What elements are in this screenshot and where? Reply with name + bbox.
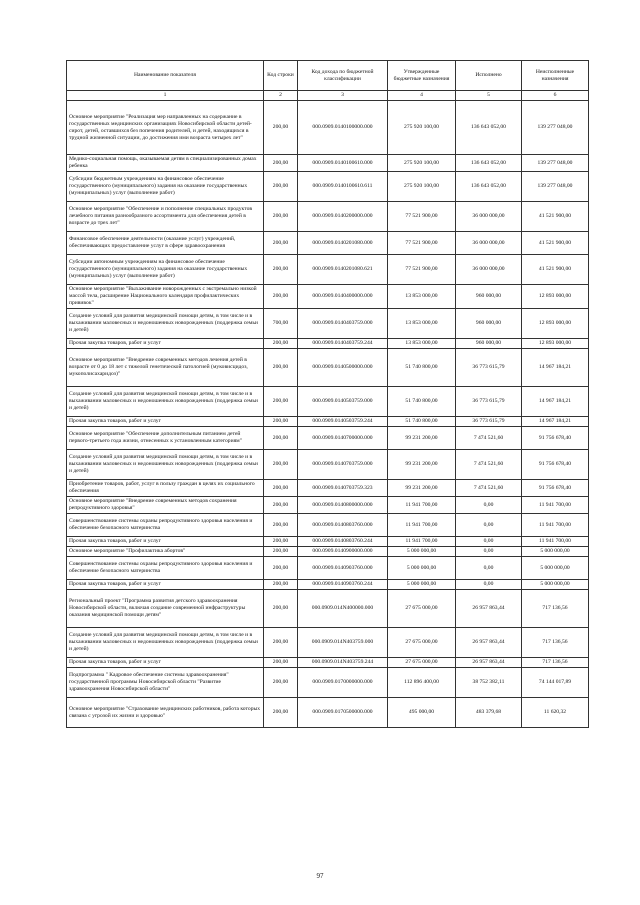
table-row	[67, 547, 589, 557]
row-name: Основное мероприятие "Обеспечение и пополнение специальных продуктов лечебного питания разнообразного ассортимента для обеспечения детей в возрасте до трех лет"	[67, 202, 264, 232]
header-executed: Исполнено	[456, 61, 522, 91]
row-executed: 136 643 052,00	[456, 155, 522, 172]
row-unexecuted: 717 136,56	[522, 628, 589, 658]
row-executed: 136 643 052,00	[456, 101, 522, 155]
row-code: 200,00	[264, 232, 298, 255]
row-unexecuted: 139 277 048,00	[522, 101, 589, 155]
row-code: 200,00	[264, 580, 298, 590]
row-approved: 495 000,00	[388, 698, 456, 728]
row-executed: 26 957 863,44	[456, 658, 522, 668]
col-number: 3	[298, 91, 388, 101]
row-code: 200,00	[264, 698, 298, 728]
table-row	[67, 580, 589, 590]
col-number: 1	[67, 91, 264, 101]
row-unexecuted: 91 756 678,40	[522, 480, 589, 497]
row-name: Субсидии автономным учреждениям на финансовое обеспечение государственного (муниципального) задания на оказание государственных (муниципальных) услуг (выполнение работ)	[67, 255, 264, 285]
row-name: Прочая закупка товаров, работ и услуг	[67, 658, 264, 668]
column-number-row	[67, 91, 589, 101]
row-unexecuted: 12 893 000,00	[522, 309, 589, 339]
table-row	[67, 101, 589, 155]
report-sheet	[66, 60, 588, 728]
row-code: 200,00	[264, 417, 298, 427]
row-approved: 51 740 800,00	[388, 387, 456, 417]
row-kbk: 000.0909.0140100610.611	[298, 172, 388, 202]
row-approved: 5 000 000,00	[388, 580, 456, 590]
row-kbk: 000.0909.0170500000.000	[298, 698, 388, 728]
row-code: 200,00	[264, 480, 298, 497]
row-executed: 0,00	[456, 537, 522, 547]
row-code: 200,00	[264, 285, 298, 309]
table-row	[67, 658, 589, 668]
table-row	[67, 309, 589, 339]
row-unexecuted: 11 941 700,00	[522, 514, 589, 537]
row-code: 700,00	[264, 309, 298, 339]
row-approved: 11 941 700,00	[388, 537, 456, 547]
row-kbk: 000.0909.0140100000.000	[298, 101, 388, 155]
row-kbk: 000.0909.0140703759.323	[298, 480, 388, 497]
table-body	[67, 101, 589, 728]
row-executed: 483 379,68	[456, 698, 522, 728]
row-unexecuted: 14 967 184,21	[522, 387, 589, 417]
row-code: 200,00	[264, 497, 298, 514]
row-kbk: 000.0909.0140700000.000	[298, 427, 388, 450]
row-approved: 99 231 200,00	[388, 427, 456, 450]
header-kbk: Код дохода по бюджетной классификации	[298, 61, 388, 91]
row-executed: 0,00	[456, 580, 522, 590]
row-executed: 36 773 615,79	[456, 417, 522, 427]
row-name: Основное мероприятие "Выхаживание новорожденных с экстремально низкой массой тела, расширение Национального календаря профилактических прививок"	[67, 285, 264, 309]
header-code: Код строки	[264, 61, 298, 91]
table-row	[67, 232, 589, 255]
row-kbk: 000.0909.0140803760.244	[298, 537, 388, 547]
row-unexecuted: 139 277 048,00	[522, 172, 589, 202]
row-code: 200,00	[264, 202, 298, 232]
row-kbk: 000.0909.014N400000.000	[298, 590, 388, 628]
row-name: Прочая закупка товаров, работ и услуг	[67, 417, 264, 427]
row-kbk: 000.0909.0140903760.244	[298, 580, 388, 590]
row-kbk: 000.0909.0140900000.000	[298, 547, 388, 557]
row-name: Создание условий для развития медицинской помощи детям, в том числе и в выхаживании маловесных и недоношенных новорожденных (поддержка семьи и детей)	[67, 309, 264, 339]
row-executed: 36 000 000,00	[456, 202, 522, 232]
table-row	[67, 514, 589, 537]
row-kbk: 000.0909.0140903760.000	[298, 557, 388, 580]
row-executed: 960 000,00	[456, 339, 522, 349]
row-name: Прочая закупка товаров, работ и услуг	[67, 339, 264, 349]
row-kbk: 000.0909.0140403759.244	[298, 339, 388, 349]
row-unexecuted: 74 144 017,89	[522, 668, 589, 698]
row-executed: 38 752 382,11	[456, 668, 522, 698]
row-code: 200,00	[264, 349, 298, 387]
row-approved: 275 920 100,00	[388, 155, 456, 172]
row-approved: 27 675 000,00	[388, 658, 456, 668]
table-row	[67, 427, 589, 450]
row-code: 200,00	[264, 155, 298, 172]
row-name: Подпрограмма " Кадровое обеспечение системы здравоохранения" государственной программы Новосибирской области "Развитие здравоохранения Новосибирской области"	[67, 668, 264, 698]
row-approved: 77 521 900,00	[388, 202, 456, 232]
row-code: 200,00	[264, 547, 298, 557]
col-number: 2	[264, 91, 298, 101]
row-unexecuted: 12 893 000,00	[522, 339, 589, 349]
row-unexecuted: 717 136,56	[522, 590, 589, 628]
row-code: 200,00	[264, 628, 298, 658]
row-approved: 51 740 800,00	[388, 417, 456, 427]
row-executed: 36 773 615,79	[456, 349, 522, 387]
row-code: 200,00	[264, 387, 298, 417]
row-approved: 27 675 000,00	[388, 590, 456, 628]
row-unexecuted: 5 000 000,00	[522, 547, 589, 557]
row-kbk: 000.0909.0140400000.000	[298, 285, 388, 309]
row-kbk: 000.0909.0140201080.621	[298, 255, 388, 285]
col-number: 4	[388, 91, 456, 101]
row-executed: 36 773 615,79	[456, 387, 522, 417]
row-unexecuted: 14 967 184,21	[522, 349, 589, 387]
row-kbk: 000.0909.0140200000.000	[298, 202, 388, 232]
row-name: Региональный проект "Программа развития детского здравоохранения Новосибирской области, включая создание современной инфраструктуры оказания медицинской помощи детям"	[67, 590, 264, 628]
row-approved: 112 896 400,00	[388, 668, 456, 698]
row-name: Основное мероприятие "Внедрение современных методов сохранения репродуктивного здоровья"	[67, 497, 264, 514]
row-unexecuted: 139 277 048,00	[522, 155, 589, 172]
table-row	[67, 480, 589, 497]
budget-execution-table	[66, 60, 589, 728]
row-code: 200,00	[264, 172, 298, 202]
row-kbk: 000.0909.0140503759.244	[298, 417, 388, 427]
table-row	[67, 497, 589, 514]
table-row	[67, 155, 589, 172]
row-kbk: 000.0909.0140803760.000	[298, 514, 388, 537]
row-executed: 26 957 863,44	[456, 628, 522, 658]
row-name: Создание условий для развития медицинской помощи детям, в том числе и в выхаживании маловесных и недоношенных новорожденных (поддержка семьи и детей)	[67, 387, 264, 417]
row-kbk: 000.0909.0140201080.000	[298, 232, 388, 255]
row-kbk: 000.0909.0140503759.000	[298, 387, 388, 417]
row-code: 200,00	[264, 255, 298, 285]
row-name: Основное мероприятие "Профилактика абортов"	[67, 547, 264, 557]
row-approved: 13 853 000,00	[388, 339, 456, 349]
row-name: Прочая закупка товаров, работ и услуг	[67, 537, 264, 547]
row-executed: 136 643 052,00	[456, 172, 522, 202]
row-unexecuted: 41 521 900,00	[522, 202, 589, 232]
row-name: Создание условий для развития медицинской помощи детям, в том числе и в выхаживании маловесных и недоношенных новорожденных (поддержка семьи и детей)	[67, 450, 264, 480]
row-executed: 0,00	[456, 557, 522, 580]
table-row	[67, 349, 589, 387]
col-number: 6	[522, 91, 589, 101]
table-row	[67, 255, 589, 285]
row-approved: 27 675 000,00	[388, 628, 456, 658]
row-executed: 960 000,00	[456, 285, 522, 309]
row-approved: 51 740 800,00	[388, 349, 456, 387]
table-row	[67, 590, 589, 628]
row-name: Медико-социальная помощь, оказываемая детям в специализированных домах ребенка	[67, 155, 264, 172]
row-approved: 11 941 700,00	[388, 514, 456, 537]
row-unexecuted: 5 000 000,00	[522, 557, 589, 580]
row-approved: 13 853 000,00	[388, 309, 456, 339]
row-name: Основное мероприятие "Страхование медицинских работников, работа которых связана с угрозой их жизни и здоровью"	[67, 698, 264, 728]
row-code: 200,00	[264, 557, 298, 580]
row-approved: 13 853 000,00	[388, 285, 456, 309]
row-executed: 0,00	[456, 514, 522, 537]
row-name: Приобретение товаров, работ, услуг в пользу граждан в целях их социального обеспечения	[67, 480, 264, 497]
row-kbk: 000.0909.0140703759.000	[298, 450, 388, 480]
table-row	[67, 668, 589, 698]
row-approved: 5 000 000,00	[388, 557, 456, 580]
row-kbk: 000.0909.014N403759.244	[298, 658, 388, 668]
table-row	[67, 339, 589, 349]
row-unexecuted: 11 620,32	[522, 698, 589, 728]
row-name: Основное мероприятие "Реализация мер направленных на содержание в государственных медицинских организациях Новосибирской области детей-сирот, детей, оставшихся без попечения родителей, и детей, находящихся в трудной жизненной ситуации, до достижения ими возраста четырех лет"	[67, 101, 264, 155]
row-unexecuted: 11 941 700,00	[522, 537, 589, 547]
row-name: Субсидии бюджетным учреждениям на финансовое обеспечение государственного (муниципального) задания на оказание государственных (муниципальных) услуг (выполнение работ)	[67, 172, 264, 202]
row-code: 200,00	[264, 101, 298, 155]
row-approved: 275 920 100,00	[388, 101, 456, 155]
row-name: Совершенствование системы охраны репродуктивного здоровья населения и обеспечение безопасного материнства	[67, 557, 264, 580]
header-approved: Утвержденные бюджетные назначения	[388, 61, 456, 91]
page-number: 97	[316, 872, 324, 880]
row-name: Прочая закупка товаров, работ и услуг	[67, 580, 264, 590]
table-row	[67, 557, 589, 580]
row-code: 200,00	[264, 514, 298, 537]
row-unexecuted: 5 000 000,00	[522, 580, 589, 590]
row-code: 200,00	[264, 668, 298, 698]
row-approved: 275 920 100,00	[388, 172, 456, 202]
row-code: 200,00	[264, 590, 298, 628]
header-unexecuted: Неисполненные назначения	[522, 61, 589, 91]
row-kbk: 000.0909.0140403759.000	[298, 309, 388, 339]
row-name: Совершенствование системы охраны репродуктивного здоровья населения и обеспечение безопасного материнства	[67, 514, 264, 537]
row-approved: 77 521 900,00	[388, 232, 456, 255]
row-executed: 7 474 521,60	[456, 480, 522, 497]
row-unexecuted: 41 521 900,00	[522, 232, 589, 255]
table-row	[67, 537, 589, 547]
row-unexecuted: 12 893 000,00	[522, 285, 589, 309]
row-unexecuted: 91 756 678,40	[522, 427, 589, 450]
table-row	[67, 387, 589, 417]
row-code: 200,00	[264, 427, 298, 450]
row-approved: 99 231 200,00	[388, 450, 456, 480]
row-code: 200,00	[264, 339, 298, 349]
table-row	[67, 628, 589, 658]
row-kbk: 000.0909.0140800000.000	[298, 497, 388, 514]
row-unexecuted: 41 521 900,00	[522, 255, 589, 285]
table-row	[67, 172, 589, 202]
row-executed: 36 000 000,00	[456, 255, 522, 285]
row-executed: 7 474 521,60	[456, 450, 522, 480]
row-unexecuted: 11 941 700,00	[522, 497, 589, 514]
row-unexecuted: 717 136,56	[522, 658, 589, 668]
row-approved: 99 231 200,00	[388, 480, 456, 497]
header-name: Наименование показателя	[67, 61, 264, 91]
row-approved: 77 521 900,00	[388, 255, 456, 285]
row-kbk: 000.0909.0170000000.000	[298, 668, 388, 698]
row-kbk: 000.0909.0140100610.000	[298, 155, 388, 172]
table-row	[67, 417, 589, 427]
row-unexecuted: 14 967 184,21	[522, 417, 589, 427]
row-executed: 0,00	[456, 497, 522, 514]
row-unexecuted: 91 756 678,40	[522, 450, 589, 480]
table-row	[67, 450, 589, 480]
row-approved: 11 941 700,00	[388, 497, 456, 514]
row-approved: 5 000 000,00	[388, 547, 456, 557]
row-name: Финансовое обеспечение деятельности (оказание услуг) учреждений, обеспечивающих предоставление услуг в сфере здравоохранения	[67, 232, 264, 255]
table-row	[67, 202, 589, 232]
row-kbk: 000.0909.0140500000.000	[298, 349, 388, 387]
col-number: 5	[456, 91, 522, 101]
row-name: Основное мероприятие "Внедрение современных методов лечения детей в возрасте от 0 до 18 лет с тяжелой генетической патологией (муковисцидоз, мукополисахаридоз)"	[67, 349, 264, 387]
row-kbk: 000.0909.014N403759.000	[298, 628, 388, 658]
row-code: 200,00	[264, 537, 298, 547]
row-name: Создание условий для развития медицинской помощи детям, в том числе и в выхаживании маловесных и недоношенных новорожденных (поддержка семьи и детей)	[67, 628, 264, 658]
row-name: Основное мероприятие "Обеспечение дополнительным питанием детей первого-третьего года жизни, отнесенных к установленным категориям"	[67, 427, 264, 450]
row-executed: 36 000 000,00	[456, 232, 522, 255]
header-row	[67, 61, 589, 91]
row-executed: 7 474 521,60	[456, 427, 522, 450]
row-executed: 960 000,00	[456, 309, 522, 339]
row-executed: 0,00	[456, 547, 522, 557]
table-row	[67, 698, 589, 728]
row-code: 200,00	[264, 450, 298, 480]
table-row	[67, 285, 589, 309]
row-code: 200,00	[264, 658, 298, 668]
row-executed: 26 957 863,44	[456, 590, 522, 628]
